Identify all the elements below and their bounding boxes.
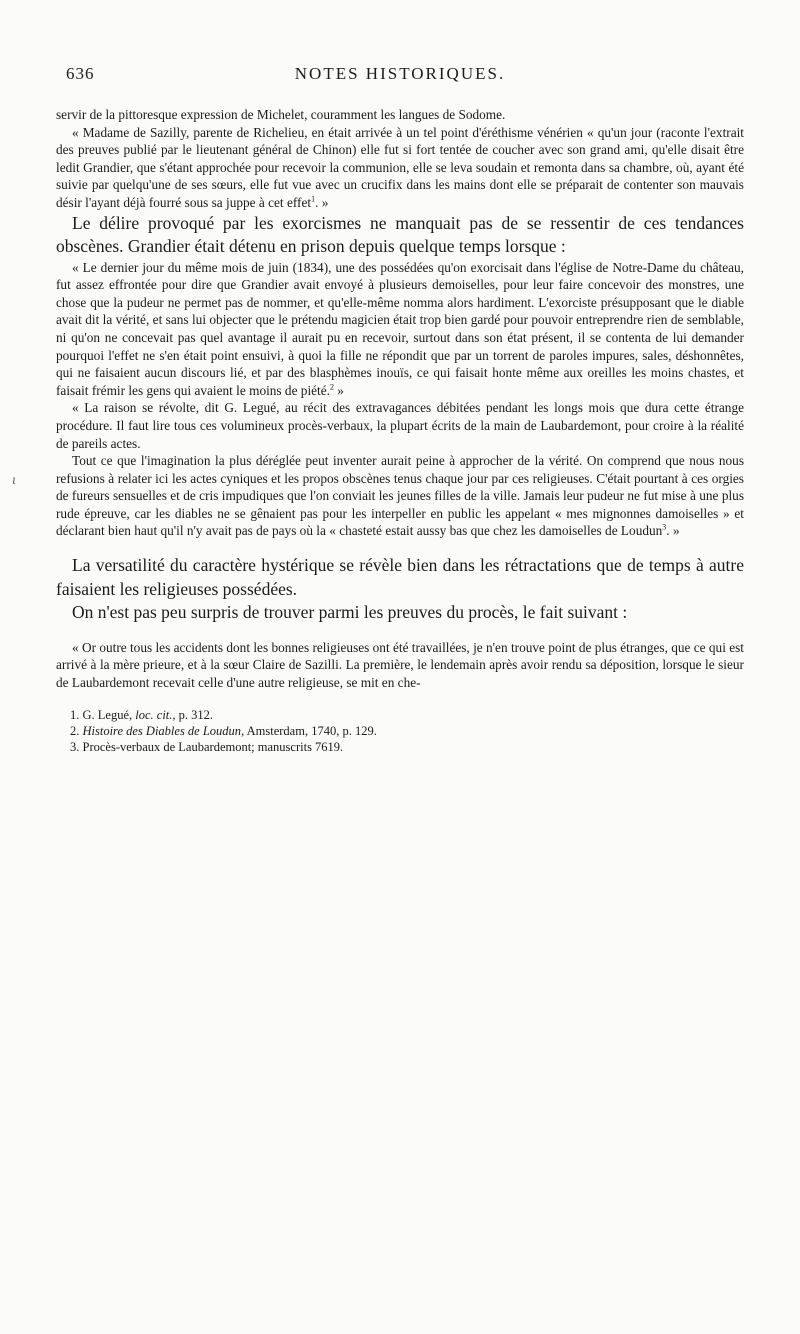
quoted-paragraph-8: « Or outre tous les accidents dont les bonnes religieuses ont été travaillées, je n'en trouve point de plus étranges, que ce qui est arrivé à la mère prieure, et à la sœur Claire de Sazilli. La première, le lendemain après avoir rendu sa déposition, lorsque le sieur de Laubardemont recevait celle d'une autre religieuse, se mit en che- [56,639,744,690]
footnote-3: 3. Procès-verbaux de Laubardemont; manuscrits 7619. [70,740,344,755]
book-page [56,64,744,755]
page-body [56,106,744,691]
quoted-paragraph-1: « Madame de Sazilly, parente de Richelieu, en était arrivée à un tel point d'éréthisme vénérien « qu'un jour (raconte l'extrait des preuves publié par le lieutenant général de Chinon) elle fut si fort tentée de coucher avec son grand ami, qu'elle disait être ledit Grandier, que s'étant approchée pour recevoir la communion, elle se leva soudain et remonta dans sa chambre, où, ayant été suivie par quelqu'une de ses sœurs, elle fut vue avec un crucifix dans les mains dont elle se préparait de contenter son mauvais désir l'ayant déjà fourré sous sa juppe à cet effet$^1$. » [56,124,744,210]
footnote-reference: 2 [329,382,334,392]
footnote-reference: 1 [311,194,316,204]
page-header [56,64,744,90]
body-paragraph-2: Le délire provoqué par les exorcismes ne manquait pas de se ressentir de ces tendances obscènes. Grandier était détenu en prison depuis quelque temps lorsque : [56,212,744,257]
running-title: NOTES HISTORIQUES. [294,64,506,83]
quoted-paragraph-3: « Le dernier jour du même mois de juin (1834), une des possédées qu'on exorcisait dans l'église de Notre-Dame du château, fut assez effrontée pour dire que Grandier avait envoyé à plusieurs demoiselles, pour leur faire concevoir des monstres, une chose que la pudeur ne permet pas de nommer, et qu'elle-même nomma alors hardiment. L'exorciste présupposant que le diable avait dit la vérité, et sans lui objecter que le prétendu magicien était trop bien gardé pour pouvoir entreprendre rien de semblable, ni qu'on ne concevait pas quel avantage il aurait pu en recevoir, surtout dans son état présent, il se contenta de lui demander pourquoi l'effet ne s'en était point ensuivi, à quoi la fille ne répondit que par un torrent de paroles impures, sales, déshonnêtes, qui ne faisaient aucun discours lié, et par des blasphèmes inouïs, ce qui faisait honte même aux oreilles les moins chastes, et faisait frémir les gens qui avaient le moins de piété.$^2$ » [56,259,744,398]
quoted-paragraph-0: servir de la pittoresque expression de Michelet, couramment les langues de Sodome. [56,107,506,122]
footnote-1: 1. G. Legué, loc. cit., p. 312. [70,708,214,723]
body-paragraph-6: La versatilité du caractère hystérique se révèle bien dans les rétractations que de temps à autre faisaient les religieuses possédées. [56,555,744,599]
footnote-reference: 3 [662,523,667,533]
body-paragraph-7: On n'est pas peu surpris de trouver parmi les preuves du procès, le fait suivant : [72,602,628,623]
quoted-paragraph-5: Tout ce que l'imagination la plus déréglée peut inventer aurait peine à approcher de la vérité. On comprend que nous nous refusions à relater ici les actes cyniques et les propos obscènes tenus chaque jour par ces religieuses. C'était pourtant à ces orgies de fureurs sensuelles et de cris impudiques que l'on conviait les jeunes filles de la ville. Jamais leur pudeur ne fut mise à une plus rude épreuve, car les diables ne se gênaient pas pour les interpeller en public les appelant « mes mignonnes damoiselles » et déclarant bien haut qu'il n'y avait pas de pays où la « chasteté estait aussy bas que chez les damoiselles de Loudun$^3$. » [56,453,744,539]
quoted-paragraph-4: « La raison se révolte, dit G. Legué, au récit des extravagances débitées pendant les longs mois que dura cette étrange procédure. Il faut lire tous ces volumineux procès-verbaux, la plupart écrits de la main de Laubardemont, pour croire à la réalité de pareils actes. [56,400,744,451]
margin-mark: ɩ [12,473,16,488]
footnote-2: 2. Histoire des Diables de Loudun, Amsterdam, 1740, p. 129. [70,724,377,739]
footnotes [56,707,744,755]
page-number: 636 [66,64,95,83]
